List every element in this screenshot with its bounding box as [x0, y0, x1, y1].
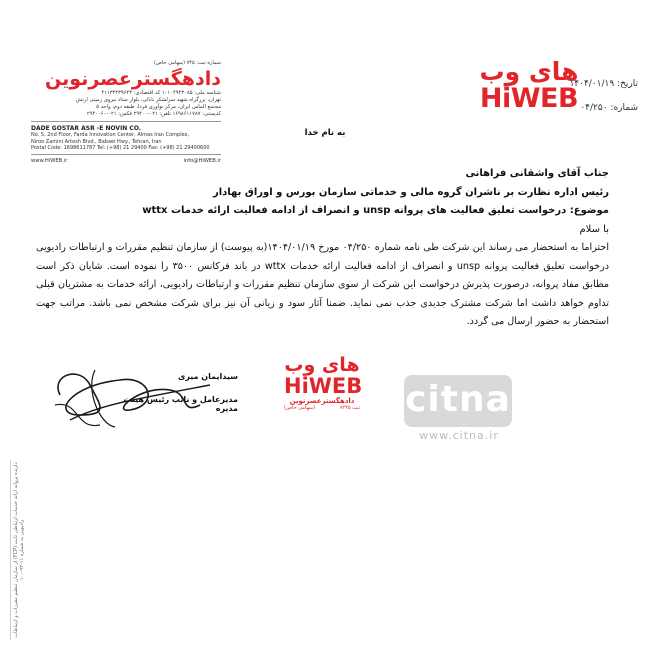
- company-contact-en: Postal Code: 1698611787 Tel: (+98) 21 29400 Fax: (+98) 21 29400600: [31, 145, 210, 151]
- signatory-name: سیدایمان میری: [177, 372, 238, 381]
- letter-number: شماره: ۰۴/۲۵۰: [580, 103, 638, 113]
- company-website: www.HiWEB.ir: [31, 157, 68, 164]
- company-email: info@HiWEB.ir: [183, 157, 221, 164]
- letter-paragraph: احتراما به استحضار می رساند این شرکت طی نامه شماره ۰۴/۲۵۰ مورخ ۱۴۰۴/۰۱/۱۹(به پیوست) از سازمان تنظیم مقررات و ارتباطات رادیویی درخواست تعلیق فعالیت پروانه unsp و انصراف از ادامه فعالیت ارائه خدمات wttx در باند فرکانس ۳۵۰۰ را نموده است. شایان ذکر است مطابق مفاد پروانه، درصورت پذیرش درخواست این شرکت از سوی سازمان تنظیم مقررات و ارتباطات رادیویی، ارائه خدمات به مشتریان قبلی تداوم خواهد داشت اما شرکت مشترک جدیدی جذب نمی نماید. ضمنا آثار سود و زیانی آن نیز برای شرکت مشخص نمی باشد. مراتب جهت استحضار به حضور ارسال می گردد.: [36, 242, 609, 328]
- citna-watermark-url: www.citna.ir: [419, 429, 499, 442]
- letterhead-divider: [31, 121, 221, 122]
- hiweb-stamp-reg: [284, 405, 360, 411]
- citna-watermark: [396, 373, 522, 445]
- letter-subject: موضوع: درخواست تعلیق فعالیت های پروانه unsp و انصراف از ادامه فعالیت ارائه خدمات wttx: [142, 205, 609, 216]
- company-address-en-1: No. 5, 2nd Floor, Farda Innovation Center, Almas Iran Complex,: [31, 132, 190, 138]
- vertical-footer: [10, 460, 37, 640]
- recipient-title: رئیس اداره نظارت بر ناشران گروه مالی و خدماتی سازمان بورس و اوراق بهادار: [212, 186, 609, 198]
- hiweb-stamp-reg-left: (سهامی خاص): [284, 405, 316, 411]
- hiweb-stamp-en: HiWEB: [284, 374, 363, 398]
- company-web-row: [31, 158, 221, 164]
- company-contact-fa: کدپستی: ۱۶۹۸۶۱۱۷۸۷ تلفن: ۰۲۱-۲۹۴۰۰ فکس: ۰۲۱-۲۹۴۰۰۶۰: [86, 111, 221, 117]
- company-letterhead: [31, 60, 221, 164]
- letter-body: [36, 165, 609, 332]
- citna-watermark-text: citna: [405, 379, 511, 420]
- hiweb-stamp-fa: های وب: [284, 354, 360, 376]
- company-address-en-2: Niroo Zamini Artesh Blvd., Babaei Hwy., Tehran, Iran: [31, 138, 162, 145]
- company-logo-fa: دادهگسترعصرنوین: [45, 68, 221, 90]
- hiweb-stamp-reg-right: ثبت ۷۲۴۵: [339, 405, 360, 411]
- company-name-en: DADE GOSTAR ASR -E NOVIN CO.: [31, 125, 142, 132]
- registration-number: (سهامی خاص) شماره ثبت: ۷۴۵: [154, 60, 221, 66]
- letter-date: تاریخ: ۱۴۰۴/۰۱/۱۹: [569, 79, 638, 89]
- hiweb-stamp-logo: [284, 354, 363, 411]
- hiweb-logo-top: [470, 58, 588, 113]
- hiweb-stamp-company: دادهگسترعصرنوین: [289, 397, 355, 405]
- recipient-name: جناب آقای واشقانی فراهانی: [465, 168, 609, 179]
- company-ids: شناسه ملی: ۱۰۱۰۴۹۴۳۰۸۵ کد اقتصادی: ۴۱۱۳۴۴۳۹۶۴۳: [101, 90, 221, 96]
- company-address-fa-1: تهران، بزرگراه شهید سرلشکر بابائی، بلوار ستاد نیروی زمینی ارتش: [75, 97, 221, 103]
- license-footer-text: دارنده پروانه ارائه خدمات ارتباطی ثابت (FCP) از سازمان تنظیم مقررات و ارتباطات رادیویی به شماره ۱۱-۹۳-۱۰۰: [13, 462, 25, 638]
- company-address-fa-2: مجتمع الماس ایران، مرکز نوآوری فردا، طبقه دوم، واحد ۵: [96, 104, 221, 110]
- greeting: با سلام: [579, 223, 609, 235]
- hiweb-logo-fa: های وب: [479, 57, 579, 86]
- hiweb-logo-en: HiWEB: [479, 83, 579, 114]
- basmala: به نام خدا: [304, 128, 346, 138]
- signatory-title: مدیرعامل و نائب رئیس هیئت مدیره: [123, 395, 238, 413]
- letterhead-divider-2: [31, 154, 221, 155]
